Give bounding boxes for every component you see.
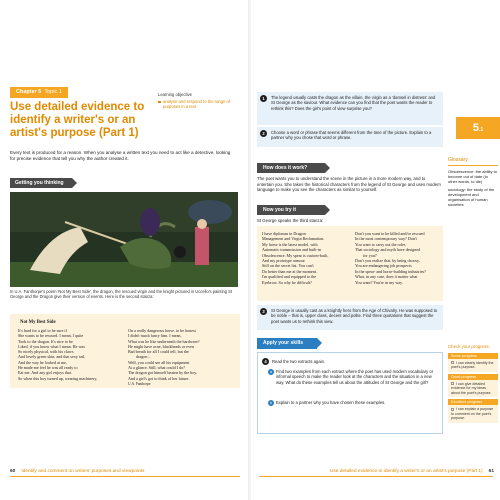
- poem-title: Not My Best Side: [20, 320, 56, 325]
- question-number: 4: [262, 358, 269, 365]
- learning-objective: [158, 92, 248, 110]
- stanza-line: for you?: [363, 252, 377, 258]
- how-does-it-work-label: How does it work?: [257, 163, 325, 173]
- stanza-line: And my prototype armour: [262, 258, 305, 264]
- poem-line: What was he like underneath the hardware?: [128, 338, 200, 344]
- poem-line: On a really dangerous horse, to be honest: [128, 328, 196, 333]
- painting-caption: In U.A. Fanthorpe's poem 'Not My Best Side', the dragon, the rescued virgin and the knight pictured in Uccello's painting St George and the Dragon give their version of events. Here is the second stanza:: [10, 289, 233, 300]
- progress-title: Check your progress:: [448, 344, 490, 349]
- stanza-column-1: [262, 231, 352, 285]
- section-number: 5: [472, 122, 479, 134]
- question-2-text: Choose a word or phrase that seems different from the tone of the picture. Explain to a partner why you chose that word or phrase.: [271, 130, 432, 141]
- poem-column-2: [128, 328, 236, 387]
- stanza-line: You are endangering job prospects: [355, 263, 412, 269]
- progress-level-label: Some progress: [448, 353, 498, 359]
- page-number-right: 61: [488, 469, 494, 474]
- poem-line: And lovely green skin, and that sexy tail,: [18, 354, 86, 360]
- question-4b-text: Explain to a partner why you have chosen these examples.: [276, 400, 386, 405]
- section-number-badge: [456, 117, 500, 139]
- glossary-title: Glossary: [448, 158, 498, 166]
- glossary: [448, 158, 498, 210]
- progress-level-text: [448, 380, 498, 398]
- checkbox-icon[interactable]: [451, 361, 454, 364]
- poem-line: He might have acne, blackheads or even: [128, 343, 195, 349]
- footer-right-text: Use detailed evidence to identify a writer's or an artist's purpose (Part 1): [329, 469, 483, 474]
- glossary-entry: sociology: the study of the development and organisation of human societies: [448, 187, 495, 207]
- stanza-column-2: [355, 231, 445, 285]
- chapter-label: Chapter 5: [16, 89, 42, 95]
- painting-illustration: [10, 192, 238, 287]
- stanza-line: What, in any case, does it matter what: [355, 274, 418, 280]
- stanza-line: Automatic transmission and built-in: [262, 247, 322, 253]
- stanza-line: You want to carry out the roles: [355, 241, 406, 247]
- stanza-line: I have diplomas in Dragon: [262, 231, 306, 236]
- stanza-line: I'm qualified and equipped to the: [262, 274, 317, 280]
- apply-your-skills-box: [257, 352, 443, 434]
- question-2-box: [257, 127, 443, 147]
- page-title: Use detailed evidence to identify a writer's or an artist's purpose (Part 1): [10, 101, 145, 139]
- stanza-line: Obsolescence. My spear is custom-built,: [262, 252, 329, 258]
- progress-level-label: Excellent progress: [448, 399, 498, 405]
- question-number: 2: [260, 130, 267, 137]
- poem-box: [10, 314, 240, 388]
- question-3-box: [257, 305, 443, 330]
- intro-paragraph: Every text is produced for a reason. When you analyse a written text you need to act like a detective, looking for precise evidence that tell you why the author created it.: [10, 150, 231, 162]
- right-page: [251, 0, 500, 500]
- poem-line: Eat me. And any girl enjoys that.: [18, 370, 72, 376]
- left-page: [0, 0, 249, 500]
- question-1-box: [257, 92, 443, 125]
- poem-line: It's hard for a girl to be sure if: [18, 328, 67, 333]
- stanza-line: Still on the secret list. You can't: [262, 263, 314, 269]
- question-number: 1: [260, 95, 267, 102]
- poem-line: Well, you could see all his equipment: [128, 359, 190, 365]
- poem-line: At a glance. Still, what could I do?: [128, 365, 185, 371]
- question-3-text: St George is usually cast as a knightly hero from the Age of Chivalry. He was supposed to be noble – that is, upper class, decent and polite. Find three quotations that suggest the poet wants us to rethink this view.: [271, 308, 438, 324]
- stanza-line: Don't you want to be killed and/or rescued: [355, 231, 425, 236]
- getting-you-thinking-label: Getting you thinking: [10, 178, 72, 188]
- question-4b: [270, 400, 436, 405]
- poem-line: She wants to be rescued. I mean, I quite: [18, 333, 84, 339]
- poem-line: And the way he looked at me,: [18, 359, 67, 365]
- progress-level-text: [448, 359, 498, 372]
- check-your-progress: [448, 345, 498, 423]
- stanza-line: In the most contemporary way? Don't: [355, 236, 417, 242]
- question-1-text: The legend usually casts the dragon as the villain, the virgin as a 'damsel in distress' and St George as the saviour. What evidence can you find that the poet wants the reader to rethink this? Does the girl's point of view surprise you?: [271, 95, 436, 111]
- stanza-line: Management and Virgin Reclamation.: [262, 236, 325, 242]
- footer-left-text: Identify and comment on writers' purposes and viewpoints: [21, 469, 145, 474]
- stanza-line: Eyebrow. So why be difficult?: [262, 279, 312, 285]
- poem-column-1: [18, 328, 126, 381]
- stanza-line: My horse is the latest model, with: [262, 241, 318, 247]
- poem-line: I didn't much fancy him. I mean,: [128, 333, 182, 339]
- poem-line: Took to the dragon. It's nice to be: [18, 338, 73, 344]
- question-4a-text: Find two examples from each extract where the poet has used modern vocabulary or informal speech to make the reader look at the characters and the situation in a new way. What do these examples tell us about the attitudes of St George and the girl?: [276, 369, 434, 385]
- progress-level-desc: I can explain a purpose to comment on the poet's purpose.: [451, 407, 494, 420]
- progress-level-desc: I can give detailed evidence for my ideas about the poet's purpose.: [451, 381, 492, 395]
- stanza-line: Don't you realize that, by being choosy,: [355, 258, 420, 264]
- topic-label: Topic 1: [44, 89, 62, 95]
- apply-your-skills-label: Apply your skills: [257, 338, 317, 349]
- footer-rule: [259, 476, 493, 477]
- stanza-line: You want? You're in my way.: [355, 279, 403, 285]
- poem-line: Liked, if you know what I mean. He was: [18, 343, 85, 349]
- st-george-stanza-box: [257, 226, 443, 301]
- stanza-line: That sociology and myth have designed: [355, 247, 421, 253]
- footer-rule: [10, 476, 240, 477]
- stanza-line: Do better than me at the moment.: [262, 268, 317, 274]
- page-number-left: 60: [10, 469, 16, 474]
- how-does-it-work-text: The poet wants you to understand the scene in the picture in a more modern way, and to entertain you. She takes the historical characters from the legend of St George and uses modern language to make you see the characters as similar to yourself.: [257, 176, 441, 193]
- poem-line: So when this boy turned up, wearing machinery,: [18, 375, 98, 381]
- learning-objective-title: Learning objective: [158, 92, 192, 97]
- st-george-painting: [10, 192, 238, 287]
- stanza-line: In the spear- and horse-building industries?: [355, 268, 426, 274]
- glossary-entry: Obsolescence: the ability to become out of date (in other words, to die): [448, 169, 497, 184]
- now-you-try-it-text: St George speaks the third stanza:: [257, 218, 324, 223]
- footer-left: [10, 469, 144, 474]
- now-you-try-it-label: Now you try it: [257, 205, 325, 215]
- progress-level-text: [448, 405, 498, 423]
- poem-line: He made me feel he was all ready to: [18, 365, 78, 371]
- progress-level-label: Good progress: [448, 374, 498, 380]
- progress-level-desc: I can clearly identify the poet's purpose.: [451, 360, 494, 369]
- question-number: 3: [260, 308, 267, 315]
- sub-question-letter: b: [268, 400, 274, 406]
- section-sub: .1: [478, 127, 484, 133]
- learning-objective-item: analyse and respond to the range of purposes in a text: [158, 99, 248, 109]
- poem-line: The dragon got himself beaten by the boy,: [128, 370, 198, 376]
- poem-line: And a girl's got to think of her future.: [128, 375, 190, 381]
- question-4a: [270, 369, 436, 385]
- poem-line: So nicely physical, with his claws: [18, 349, 74, 355]
- poem-line: dragon –: [136, 354, 151, 360]
- checkbox-icon[interactable]: [451, 408, 454, 411]
- chapter-tab: [10, 87, 68, 98]
- checkbox-icon[interactable]: [451, 382, 454, 385]
- poem-line: Bad breath for all I could tell, but the: [128, 349, 189, 355]
- footer-right: [330, 469, 494, 474]
- poem-attribution: U.A. Fanthorpe: [128, 381, 151, 386]
- sub-question-letter: a: [268, 369, 274, 375]
- question-4-text: Read the two extracts again.: [272, 359, 326, 364]
